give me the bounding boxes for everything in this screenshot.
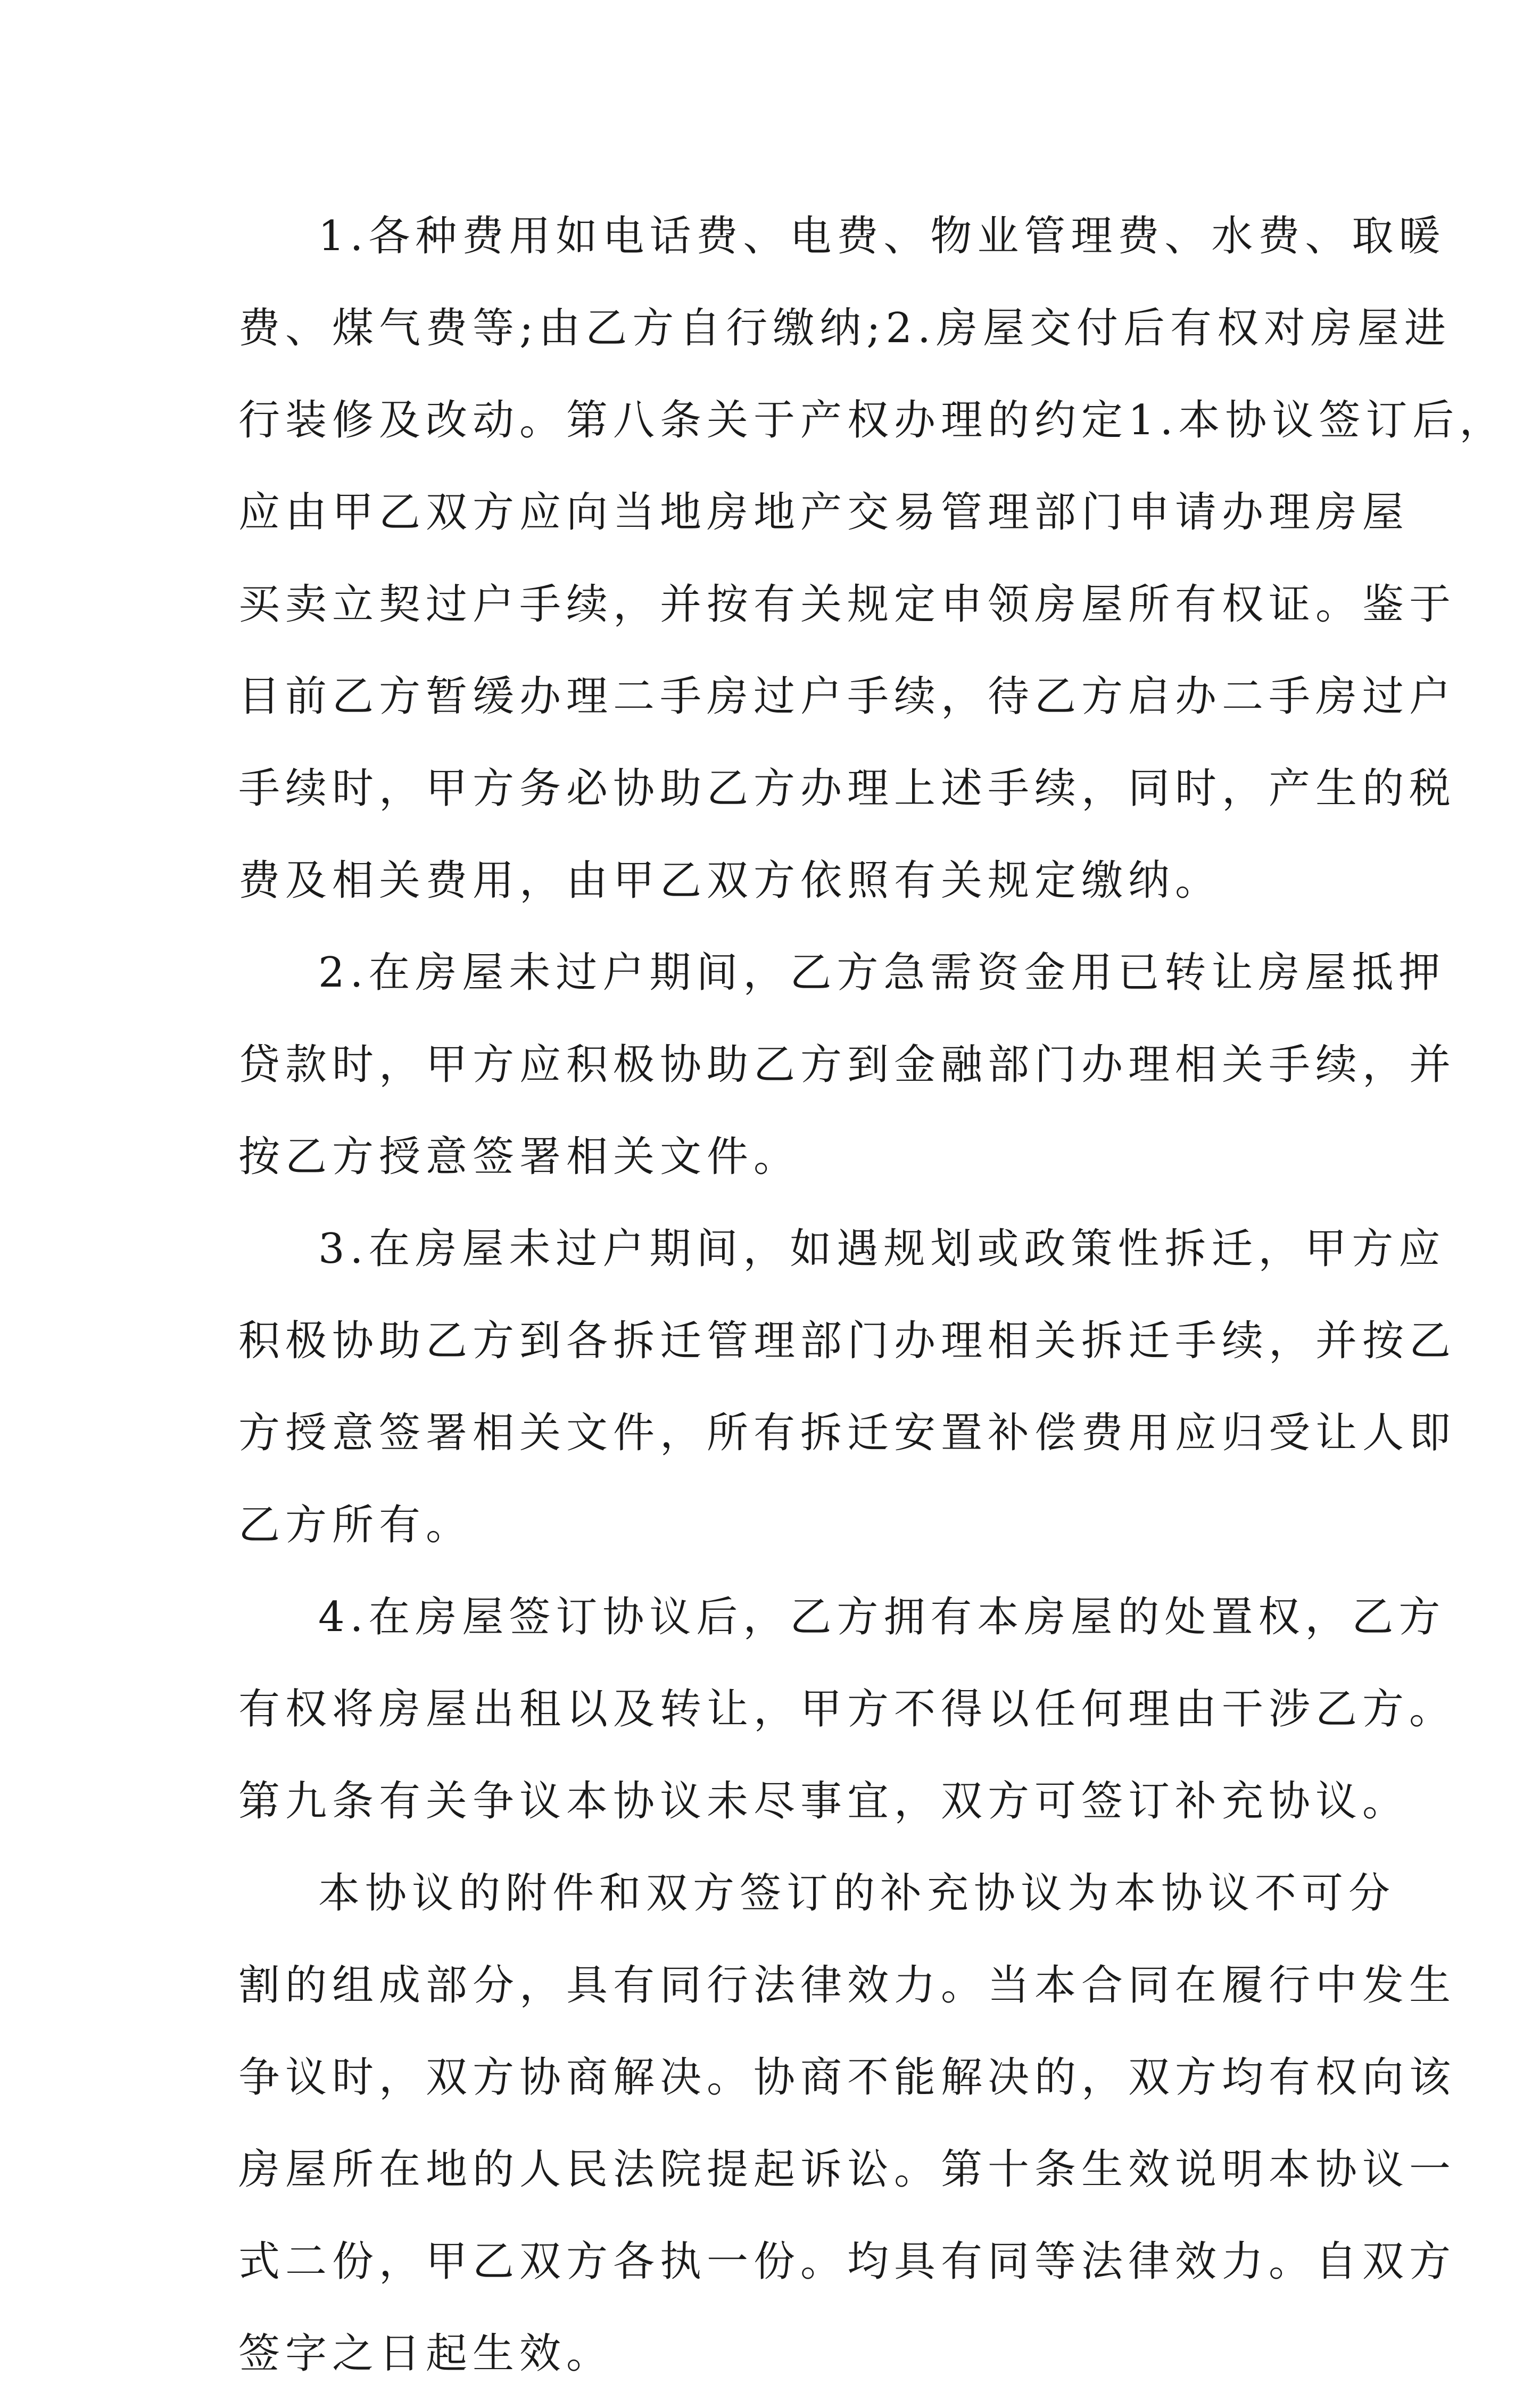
text-line: 2.在房屋未过户期间，乙方急需资金用已转让房屋抵押 bbox=[318, 949, 1446, 997]
text-line: 签字之日起生效。 bbox=[238, 2330, 614, 2378]
text-line: 目前乙方暂缓办理二手房过户手续，待乙方启办二手房过户 bbox=[238, 673, 1456, 721]
text-line: 房屋所在地的人民法院提起诉讼。第十条生效说明本协议一 bbox=[238, 2146, 1456, 2194]
text-line: 积极协助乙方到各拆迁管理部门办理相关拆迁手续，并按乙 bbox=[238, 1317, 1456, 1365]
text-line: 买卖立契过户手续，并按有关规定申领房屋所有权证。鉴于 bbox=[238, 581, 1456, 628]
text-line: 式二份，甲乙双方各执一份。均具有同等法律效力。自双方 bbox=[238, 2238, 1456, 2286]
document-body bbox=[238, 191, 1506, 2400]
paragraph-property-fees bbox=[238, 191, 1506, 927]
text-line: 本协议的附件和双方签订的补充协议为本协议不可分 bbox=[318, 1869, 1396, 1917]
text-line: 费及相关费用，由甲乙双方依照有关规定缴纳。 bbox=[238, 857, 1222, 905]
paragraph-mortgage bbox=[238, 927, 1456, 1203]
paragraph-supplementary-agreement bbox=[238, 1848, 1456, 2400]
text-line: 第九条有关争议本协议未尽事宜，双方可签订补充协议。 bbox=[238, 1777, 1410, 1825]
text-line: 手续时，甲方务必协助乙方办理上述手续，同时，产生的税 bbox=[238, 765, 1456, 813]
text-line: 1.各种费用如电话费、电费、物业管理费、水费、取暖 bbox=[318, 212, 1446, 260]
text-line: 按乙方授意签署相关文件。 bbox=[238, 1133, 801, 1181]
text-line: 应由甲乙双方应向当地房地产交易管理部门申请办理房屋 bbox=[238, 489, 1410, 536]
text-line: 行装修及改动。第八条关于产权办理的约定1.本协议签订后， bbox=[238, 396, 1506, 444]
text-line: 方授意签署相关文件，所有拆迁安置补偿费用应归受让人即 bbox=[238, 1409, 1456, 1457]
text-line: 争议时，双方协商解决。协商不能解决的，双方均有权向该 bbox=[238, 2054, 1456, 2101]
text-line: 贷款时，甲方应积极协助乙方到金融部门办理相关手续，并 bbox=[238, 1041, 1456, 1089]
text-line: 割的组成部分，具有同行法律效力。当本合同在履行中发生 bbox=[238, 1962, 1456, 2009]
text-line: 4.在房屋签订协议后，乙方拥有本房屋的处置权，乙方 bbox=[318, 1593, 1446, 1641]
text-line: 有权将房屋出租以及转让，甲方不得以任何理由干涉乙方。 bbox=[238, 1685, 1456, 1733]
text-line: 3.在房屋未过户期间，如遇规划或政策性拆迁，甲方应 bbox=[318, 1225, 1446, 1273]
text-line: 乙方所有。 bbox=[238, 1501, 473, 1549]
text-line: 费、煤气费等;由乙方自行缴纳;2.房屋交付后有权对房屋进 bbox=[238, 304, 1451, 352]
paragraph-disposal-rights bbox=[238, 1571, 1456, 1848]
paragraph-demolition bbox=[238, 1203, 1456, 1571]
